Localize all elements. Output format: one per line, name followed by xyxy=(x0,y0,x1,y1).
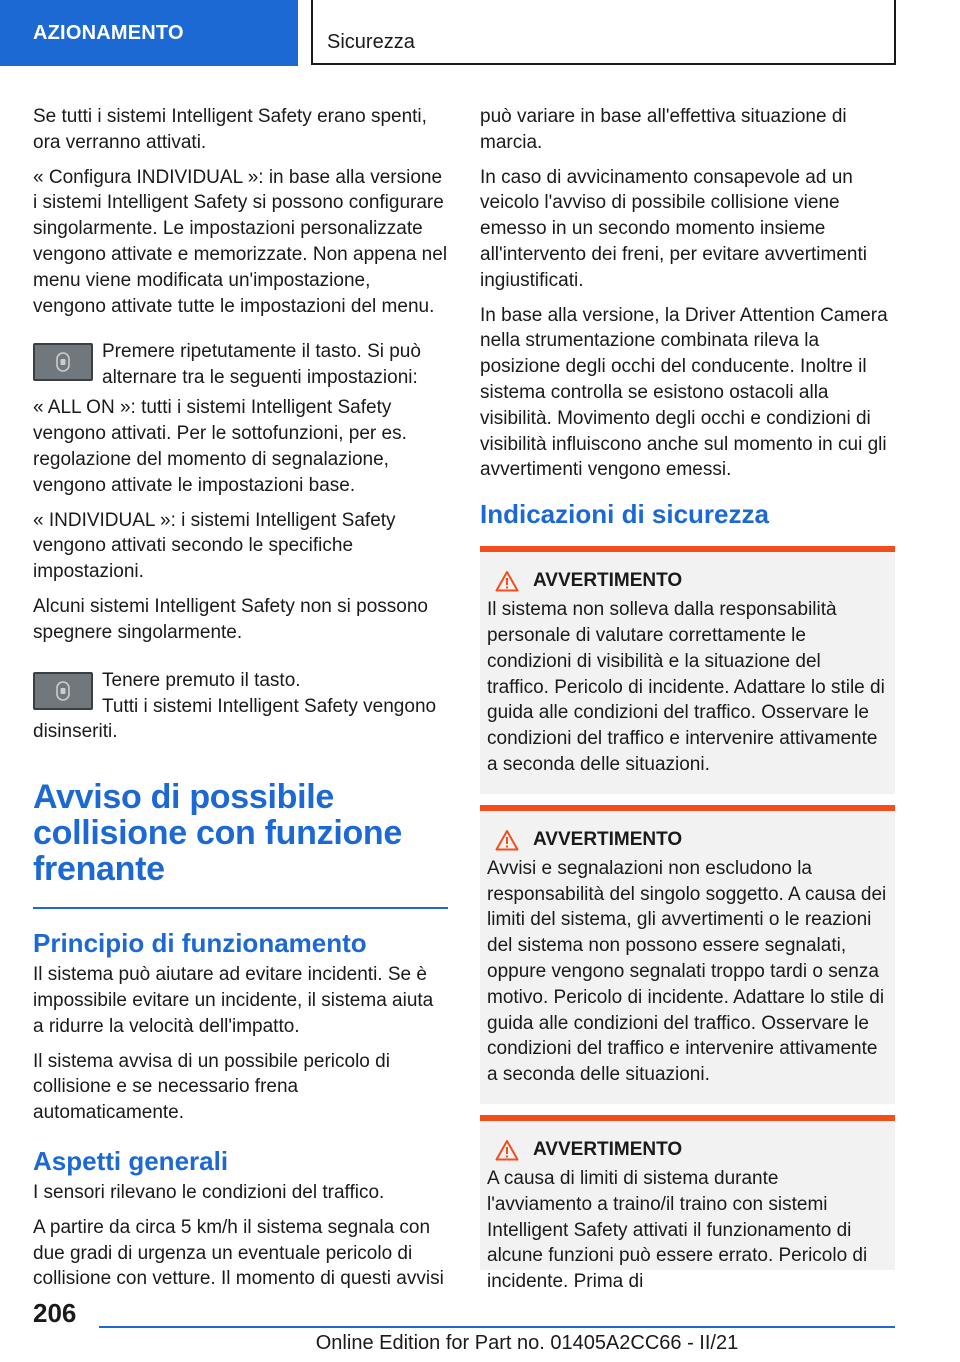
heading-collision-warning: Avviso di possibile collisione con funzione frenante xyxy=(33,778,403,889)
paragraph: « ALL ON »: tutti i sistemi Intelligent Safety vengono attivati. Per le sottofunzioni, per es. regolazione del momento di segnalazione, vengono attivate le impostazioni base. xyxy=(33,397,407,496)
chapter-tab[interactable]: AZIONAMENTO xyxy=(0,0,298,66)
footer-divider xyxy=(99,1326,895,1328)
page-header xyxy=(0,0,960,66)
paragraph: Tutti i sistemi Intelligent Safety vengono disinseriti. xyxy=(33,695,437,743)
section-label: Sicurezza xyxy=(311,0,896,65)
right-column xyxy=(480,104,895,1293)
paragraph: « INDIVIDUAL »: i sistemi Intelligent Safety vengono attivati secondo le specifiche impostazioni. xyxy=(33,509,396,583)
warning-text: Avvisi e segnalazioni non escludono la responsabilità del singolo soggetto. A causa dei limiti del sistema, gli avvertimenti o le reazioni del sistema non possono essere segnalati, oppure vengono segnalati troppo tardi o senza motivo. Pericolo di incidente. Adattare lo stile di guida alle condizioni del traffico. Osservare le condizioni del traffico e intervenire attivamente a seconda delle situazioni. xyxy=(487,857,887,1086)
intelligent-safety-button-icon xyxy=(33,343,93,381)
heading-general: Aspetti generali xyxy=(33,1145,229,1176)
paragraph: A partire da circa 5 km/h il sistema segnala con due gradi di urgenza un eventuale pericolo di collisione con vetture. Il momento di questi avvisi xyxy=(33,1216,444,1290)
intelligent-safety-button-icon xyxy=(33,672,93,710)
warning-triangle-icon xyxy=(495,829,519,851)
warning-triangle-icon xyxy=(495,1139,519,1161)
key-text: Premere ripetutamente il tasto. Si può alternare tra le seguenti impostazioni: xyxy=(102,341,421,389)
warning-title xyxy=(487,568,887,594)
warning-box xyxy=(480,1115,895,1293)
warning-title-text: AVVERTIMENTO xyxy=(533,828,683,850)
key-instruction xyxy=(33,668,448,696)
paragraph: In caso di avvicinamento consapevole ad un veicolo l'avviso di possibile collisione viene emesso in un secondo momento insieme all'intervento dei freni, per evitare avvertimenti ingiustificati. xyxy=(480,166,867,291)
warning-box xyxy=(480,546,895,794)
warning-title-text: AVVERTIMENTO xyxy=(533,570,683,592)
warning-title xyxy=(487,1137,887,1163)
key-instruction xyxy=(33,339,448,395)
paragraph: Il sistema avvisa di un possibile pericolo di collisione e se necessario frena automaticamente. xyxy=(33,1050,390,1124)
paragraph: In base alla versione, la Driver Attention Camera nella strumentazione combinata rileva la posizione degli occhi del conducente. Inoltre il sistema controlla se esistono ostacoli alla visibilità. Movimento degli occhi e condizioni di visibilità influiscono anche sul momento in cui gli avvertimenti vengono emessi. xyxy=(480,304,888,481)
heading-functional-principle: Principio di funzionamento xyxy=(33,928,367,959)
page-number: 206 xyxy=(33,1298,77,1328)
warning-text: Il sistema non solleva dalla responsabilità personale di valutare correttamente le condizioni di visibilità e la situazione del traffico. Pericolo di incidente. Adattare lo stile di guida alle condizioni del traffico. Osservare le condizioni del traffico e intervenire attivamente a seconda delle situazioni. xyxy=(487,599,885,775)
warning-title xyxy=(487,827,887,853)
paragraph: Se tutti i sistemi Intelligent Safety erano spenti, ora verranno attivati. xyxy=(33,106,427,153)
paragraph: Alcuni sistemi Intelligent Safety non si possono spegnere singolarmente. xyxy=(33,595,428,643)
warning-triangle-icon xyxy=(495,570,519,592)
paragraph: Il sistema può aiutare ad evitare incidenti. Se è impossibile evitare un incidente, il sistema aiuta a ridurre la velocità dell'impatto. xyxy=(33,964,434,1037)
paragraph: « Configura INDIVIDUAL »: in base alla versione i sistemi Intelligent Safety si possono configurare singolarmente. Le impostazioni personalizzate vengono attivate e memorizzate. Non appena nel menu viene modificata un'impostazione, vengono attivate tutte le impostazioni del menu. xyxy=(33,166,448,317)
heading-safety-notes: Indicazioni di sicurezza xyxy=(480,499,769,530)
footer-edition-link[interactable]: Online Edition for Part no. 01405A2CC66 - II/21 xyxy=(315,1332,739,1354)
heading-divider xyxy=(33,907,448,909)
left-column xyxy=(33,104,448,1301)
warning-box xyxy=(480,805,895,1104)
key-text: Tenere premuto il tasto. xyxy=(102,669,301,691)
warning-title-text: AVVERTIMENTO xyxy=(533,1138,683,1160)
warning-text: A causa di limiti di sistema durante l'avviamento a traino/il traino con sistemi Intelligent Safety attivati il funzionamento di alcune funzioni può essere errato. Pericolo di incidente. Prima di xyxy=(487,1167,868,1293)
paragraph: I sensori rilevano le condizioni del traffico. xyxy=(33,1181,385,1203)
paragraph: può variare in base all'effettiva situazione di marcia. xyxy=(480,106,847,153)
